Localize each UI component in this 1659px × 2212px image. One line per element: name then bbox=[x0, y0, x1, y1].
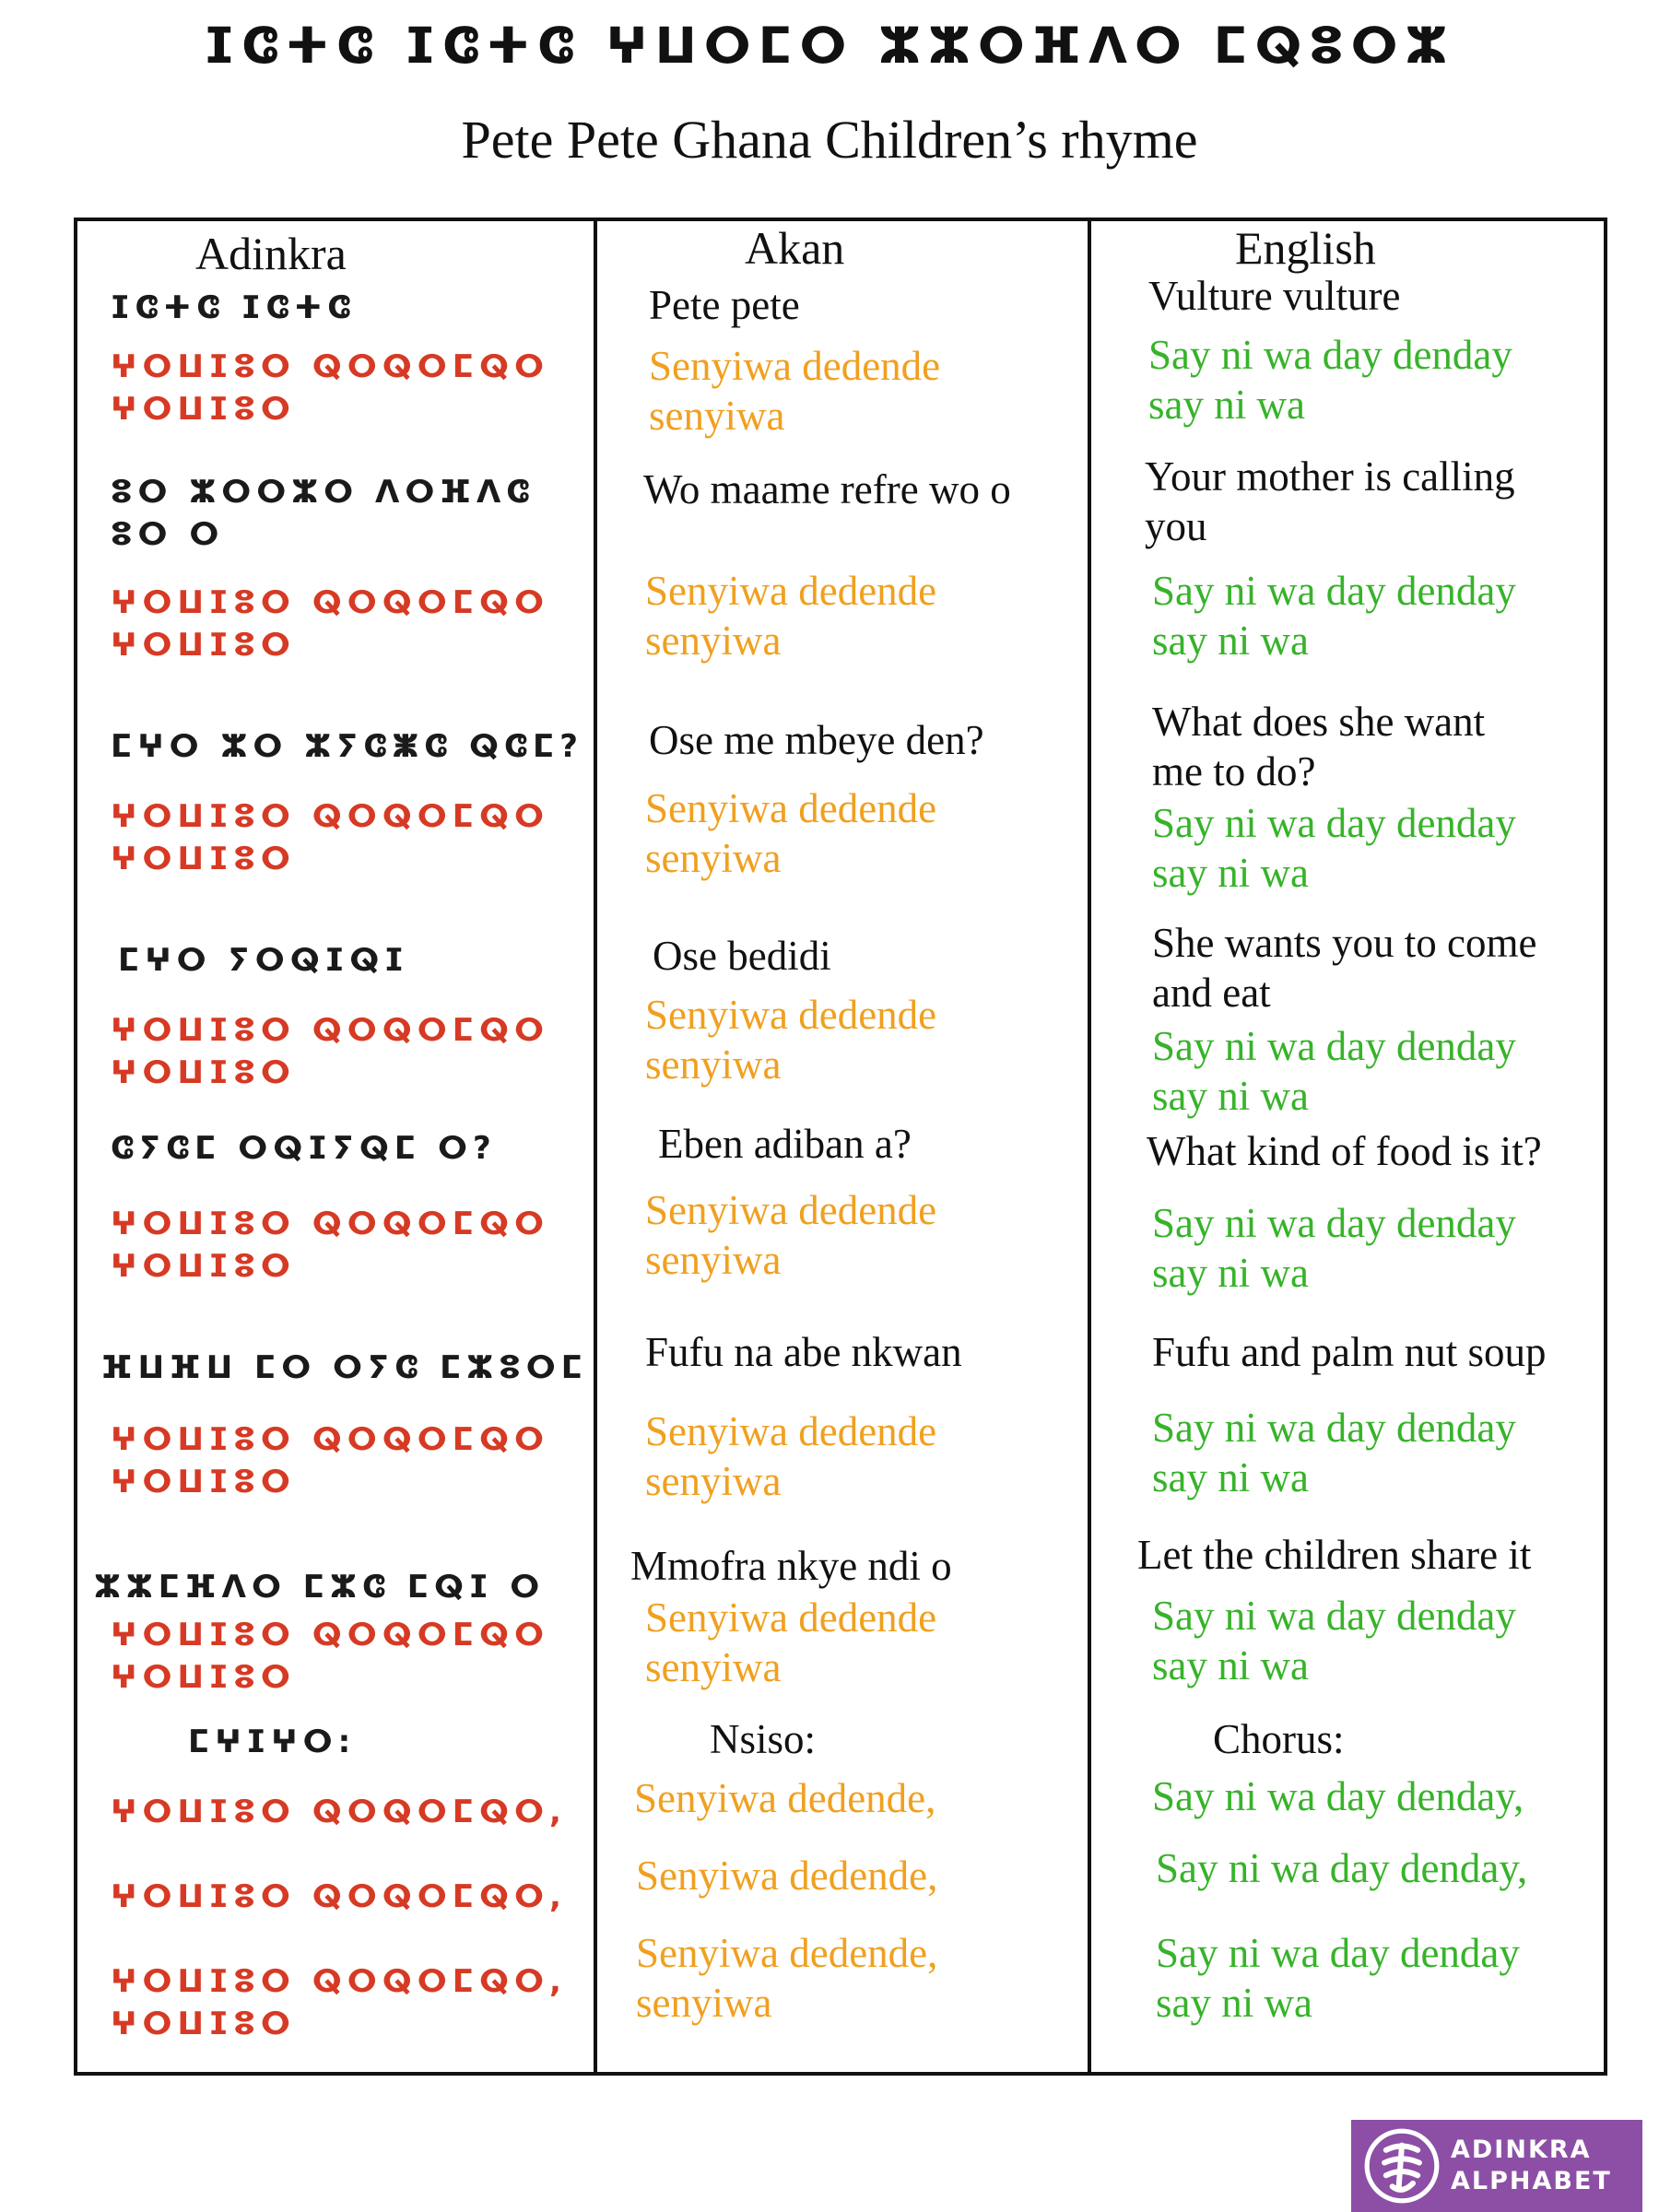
refrain-akan-line: senyiwa bbox=[645, 1041, 782, 1088]
refrain-english bbox=[1152, 798, 1516, 898]
refrain-akan-line: senyiwa bbox=[649, 393, 785, 439]
verse-english: Let the children share it bbox=[1137, 1532, 1532, 1578]
verse-english bbox=[1145, 452, 1515, 551]
chorus-adinkra-subline: ⵖⵔⵡⵊⵓⵔ ⵕⵔⵕⵔⵎⵕⵔ, bbox=[111, 1963, 567, 2000]
refrain-adinkra-line: ⵖⵔⵡⵊⵓⵔ ⵕⵔⵕⵔⵎⵕⵔ bbox=[111, 798, 550, 835]
refrain-adinkra-line: ⵖⵔⵡⵊⵓⵔ ⵕⵔⵕⵔⵎⵕⵔ bbox=[111, 1206, 550, 1242]
verse-adinkra: ⴼⵡⴼⵡ ⵎⵔ ⵔⵢⵛ ⵎⵣⵓⵔⵎ bbox=[101, 1349, 588, 1386]
refrain-adinkra bbox=[111, 1615, 549, 1700]
refrain-akan-line: Senyiwa dedende bbox=[649, 343, 941, 389]
verse-akan: Wo maame refre wo o bbox=[643, 466, 1011, 512]
refrain-adinkra-line: ⵖⵔⵡⵊⵓⵔ ⵕⵔⵕⵔⵎⵕⵔ bbox=[111, 1012, 550, 1049]
refrain-adinkra bbox=[111, 347, 549, 431]
refrain-adinkra-line: ⵖⵔⵡⵊⵓⵔ bbox=[111, 840, 296, 877]
column-divider bbox=[1088, 221, 1091, 2072]
refrain-english-line: Say ni wa day denday bbox=[1152, 1593, 1516, 1639]
refrain-akan-line: senyiwa bbox=[645, 1237, 782, 1283]
rhyme-table bbox=[74, 218, 1607, 2076]
logo-line: ALPHABET bbox=[1451, 2167, 1612, 2195]
refrain-akan bbox=[645, 990, 936, 1089]
verse-akan: Mmofra nkye ndi o bbox=[630, 1543, 952, 1589]
verse-english-line: and eat bbox=[1152, 970, 1271, 1016]
refrain-english-line: say ni wa bbox=[1152, 1250, 1309, 1296]
verse-adinkra: ⵛⵢⵛⵎ ⵔⵕⵊⵢⵕⵎ ⵔ? bbox=[111, 1130, 497, 1167]
refrain-english-line: Say ni wa day denday bbox=[1152, 800, 1516, 846]
refrain-adinkra-line: ⵖⵔⵡⵊⵓⵔ ⵕⵔⵕⵔⵎⵕⵔ bbox=[111, 1617, 550, 1653]
verse-akan: Ose me mbeye den? bbox=[649, 717, 984, 763]
refrain-adinkra-line: ⵖⵔⵡⵊⵓⵔ ⵕⵔⵕⵔⵎⵕⵔ bbox=[111, 584, 550, 621]
refrain-english-line: say ni wa bbox=[1148, 382, 1305, 428]
header-english: English bbox=[1235, 222, 1376, 274]
verse-english-line: Your mother is calling bbox=[1145, 453, 1515, 500]
chorus-akan-subline: Senyiwa dedende, bbox=[636, 1930, 938, 1976]
refrain-akan bbox=[645, 566, 936, 665]
chorus-akan-subline: senyiwa bbox=[636, 1980, 772, 2026]
chorus-label-akan: Nsiso: bbox=[710, 1716, 817, 1762]
logo-line: ADINKRA bbox=[1451, 2136, 1592, 2165]
verse-adinkra-line: ⵓⵔ ⵣⵔⵔⵣⵔ ⴷⵔⴼⴷⵛ bbox=[111, 474, 535, 511]
verse-adinkra: ⵊⵛⵜⵛ ⵊⵛⵜⵛ bbox=[111, 289, 357, 326]
chorus-akan-line: Senyiwa dedende, bbox=[634, 1775, 936, 1821]
verse-english: Vulture vulture bbox=[1148, 273, 1401, 319]
refrain-adinkra-line: ⵖⵔⵡⵊⵓⵔ bbox=[111, 626, 296, 664]
verse-english-line: me to do? bbox=[1152, 748, 1316, 794]
refrain-english bbox=[1152, 1021, 1516, 1121]
adinkra-symbol-icon bbox=[1362, 2126, 1441, 2206]
refrain-adinkra bbox=[111, 1419, 549, 1504]
chorus-english-subline: Say ni wa day denday bbox=[1156, 1930, 1520, 1976]
refrain-adinkra-line: ⵖⵔⵡⵊⵓⵔ bbox=[111, 1463, 296, 1500]
verse-english-line: you bbox=[1145, 503, 1207, 549]
refrain-english bbox=[1148, 330, 1512, 429]
chorus-label-adinkra: ⵎⵖⵊⵖⵔ: bbox=[188, 1724, 357, 1760]
refrain-akan bbox=[649, 341, 940, 441]
chorus-english-line: Say ni wa day denday, bbox=[1156, 1845, 1528, 1891]
chorus-adinkra-subline: ⵖⵔⵡⵊⵓⵔ bbox=[111, 2005, 296, 2042]
chorus-adinkra-line: ⵖⵔⵡⵊⵓⵔ ⵕⵔⵕⵔⵎⵕⵔ, bbox=[111, 1794, 567, 1830]
logo-text bbox=[1451, 2135, 1612, 2197]
refrain-english bbox=[1152, 566, 1516, 665]
verse-akan: Eben adiban a? bbox=[658, 1121, 912, 1167]
refrain-english-line: say ni wa bbox=[1152, 850, 1309, 896]
adinkra-title: ⵊⵛⵜⵛ ⵊⵛⵜⵛ ⵖⵡⵔⵎⵔ ⵣⵣⵔⴼⴷⵔ ⵎⵕⵓⵔⵣ bbox=[204, 17, 1455, 75]
refrain-akan-line: Senyiwa dedende bbox=[645, 1408, 937, 1454]
refrain-english-line: say ni wa bbox=[1152, 1642, 1309, 1688]
verse-akan: Ose bedidi bbox=[653, 933, 831, 979]
refrain-english-line: Say ni wa day denday bbox=[1152, 568, 1516, 614]
chorus-english-line: Say ni wa day denday, bbox=[1152, 1773, 1524, 1819]
refrain-english bbox=[1152, 1198, 1516, 1298]
refrain-adinkra bbox=[111, 1010, 549, 1095]
chorus-adinkra-line: ⵖⵔⵡⵊⵓⵔ ⵕⵔⵕⵔⵎⵕⵔ, bbox=[111, 1878, 567, 1915]
verse-akan: Fufu na abe nkwan bbox=[645, 1329, 962, 1375]
verse-adinkra-line: ⵓⵔ ⵔ bbox=[111, 515, 225, 553]
refrain-english-line: say ni wa bbox=[1152, 1073, 1309, 1119]
refrain-english bbox=[1152, 1591, 1516, 1690]
refrain-akan bbox=[645, 1185, 936, 1285]
verse-english: Fufu and palm nut soup bbox=[1152, 1329, 1547, 1375]
verse-english: What kind of food is it? bbox=[1147, 1128, 1542, 1174]
refrain-adinkra-line: ⵖⵔⵡⵊⵓⵔ bbox=[111, 390, 296, 428]
refrain-english-line: Say ni wa day denday bbox=[1152, 1200, 1516, 1246]
header-akan: Akan bbox=[745, 222, 845, 274]
refrain-akan bbox=[645, 1593, 936, 1692]
refrain-adinkra bbox=[111, 1204, 549, 1288]
refrain-adinkra-line: ⵖⵔⵡⵊⵓⵔ bbox=[111, 1247, 296, 1285]
refrain-adinkra-line: ⵖⵔⵡⵊⵓⵔ bbox=[111, 1053, 296, 1091]
refrain-english-line: Say ni wa day denday bbox=[1148, 332, 1512, 378]
refrain-adinkra bbox=[111, 582, 549, 667]
chorus-adinkra-line bbox=[111, 1961, 567, 2046]
refrain-akan-line: senyiwa bbox=[645, 1644, 782, 1690]
verse-english-line: What does she want bbox=[1152, 699, 1486, 745]
refrain-adinkra bbox=[111, 796, 549, 881]
refrain-english-line: say ni wa bbox=[1152, 618, 1309, 664]
refrain-akan-line: Senyiwa dedende bbox=[645, 1594, 937, 1641]
verse-adinkra bbox=[111, 472, 535, 557]
column-divider bbox=[594, 221, 597, 2072]
refrain-akan-line: senyiwa bbox=[645, 1458, 782, 1504]
verse-english-line: She wants you to come bbox=[1152, 920, 1537, 966]
refrain-akan-line: Senyiwa dedende bbox=[645, 1187, 937, 1233]
verse-akan: Pete pete bbox=[649, 282, 800, 328]
chorus-akan-line: Senyiwa dedende, bbox=[636, 1853, 938, 1899]
refrain-akan bbox=[645, 1406, 936, 1506]
refrain-english-line: Say ni wa day denday bbox=[1152, 1405, 1516, 1451]
verse-english bbox=[1152, 697, 1485, 796]
refrain-akan-line: Senyiwa dedende bbox=[645, 992, 937, 1038]
verse-english bbox=[1152, 918, 1536, 1018]
adinkra-alphabet-logo bbox=[1351, 2120, 1642, 2212]
refrain-akan-line: senyiwa bbox=[645, 618, 782, 664]
refrain-adinkra-line: ⵖⵔⵡⵊⵓⵔ ⵕⵔⵕⵔⵎⵕⵔ bbox=[111, 1421, 550, 1458]
page-title: Pete Pete Ghana Children’s rhyme bbox=[461, 110, 1198, 170]
refrain-english-line: say ni wa bbox=[1152, 1454, 1309, 1500]
refrain-adinkra-line: ⵖⵔⵡⵊⵓⵔ ⵕⵔⵕⵔⵎⵕⵔ bbox=[111, 348, 550, 385]
chorus-english-line bbox=[1156, 1928, 1520, 2028]
refrain-akan-line: Senyiwa dedende bbox=[645, 785, 937, 831]
chorus-akan-line bbox=[636, 1928, 937, 2028]
refrain-english bbox=[1152, 1403, 1516, 1502]
chorus-english-subline: say ni wa bbox=[1156, 1980, 1312, 2026]
header-adinkra: Adinkra bbox=[195, 228, 347, 279]
refrain-akan bbox=[645, 783, 936, 883]
refrain-adinkra-line: ⵖⵔⵡⵊⵓⵔ bbox=[111, 1658, 296, 1696]
chorus-label-english: Chorus: bbox=[1213, 1716, 1345, 1762]
verse-adinkra: ⵎⵖⵔ ⵢⵔⵕⵊⵕⵊ bbox=[118, 942, 409, 979]
refrain-english-line: Say ni wa day denday bbox=[1152, 1023, 1516, 1069]
refrain-akan-line: senyiwa bbox=[645, 835, 782, 881]
refrain-akan-line: Senyiwa dedende bbox=[645, 568, 937, 614]
verse-adinkra: ⵎⵖⵔ ⵣⵔ ⵣⵢⵛⵥⵛ ⵕⵛⵎ? bbox=[111, 728, 583, 765]
verse-adinkra: ⵣⵣⵎⴼⴷⵔ ⵎⵣⵛ ⵎⵕⵊ ⵔ bbox=[94, 1569, 546, 1606]
